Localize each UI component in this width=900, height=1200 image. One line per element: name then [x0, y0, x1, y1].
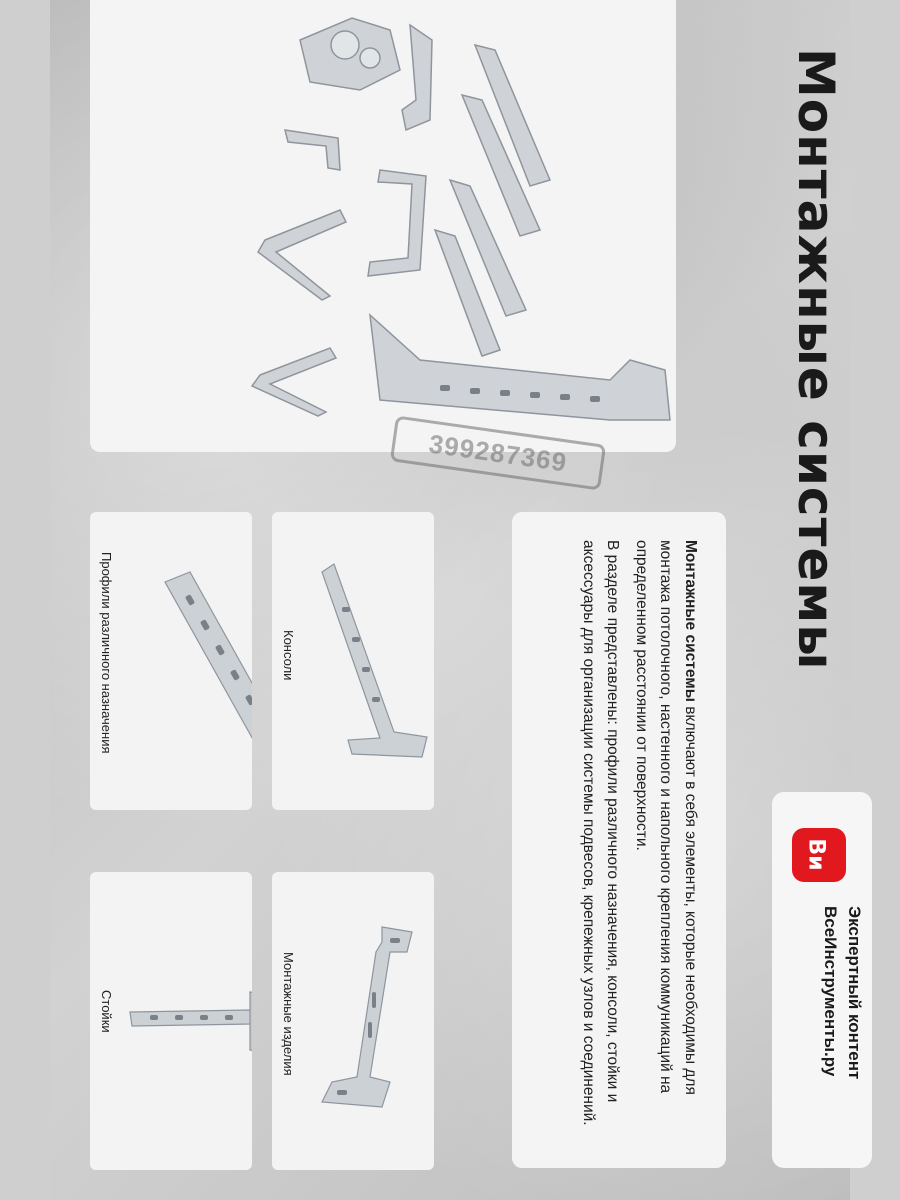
- brand-tagline: Экспертный контент: [845, 906, 864, 1080]
- card-label-consoles: Консоли: [281, 630, 296, 681]
- description-text: [572, 540, 703, 1150]
- rack-image: [90, 872, 252, 1170]
- brand-logo-icon: [792, 828, 846, 882]
- brand-panel: [772, 792, 872, 1168]
- card-profiles: [90, 512, 252, 810]
- mounting-item-image: [272, 872, 434, 1170]
- brand-logo-text: Ви: [803, 838, 829, 871]
- card-label-racks: Стойки: [99, 990, 114, 1033]
- card-label-profiles: Профили различного назначения: [99, 552, 114, 754]
- console-image: [272, 512, 434, 810]
- card-label-mounting-items: Монтажные изделия: [281, 952, 296, 1076]
- profile-image: [90, 512, 252, 810]
- description-lead-bold: Монтажные системы: [682, 540, 699, 702]
- description-paragraph-2: В разделе представлены: профили различного назначения, консоли, стойки и аксессуары для организации системы подвесов, крепежных узлов и соединений.: [580, 540, 622, 1126]
- brand-name: ВсеИнструменты.ру: [821, 906, 840, 1077]
- description-panel: [512, 512, 726, 1168]
- concrete-background: [50, 0, 864, 1200]
- description-lead-rest: включают в себя элементы, которые необходимы для монтажа потолочного, настенного и напольного крепления коммуникаций на определенном расстоянии от поверхности.: [633, 540, 699, 1095]
- description-paragraph-1: [629, 540, 703, 1150]
- card-mounting-items: [272, 872, 434, 1170]
- mounting-parts-illustration: [90, 0, 676, 452]
- page-title: Монтажные системы: [787, 48, 845, 671]
- card-racks: [90, 872, 252, 1170]
- watermark-stamp: 399287369: [390, 415, 606, 490]
- card-consoles: [272, 512, 434, 810]
- hero-products-panel: [90, 0, 676, 452]
